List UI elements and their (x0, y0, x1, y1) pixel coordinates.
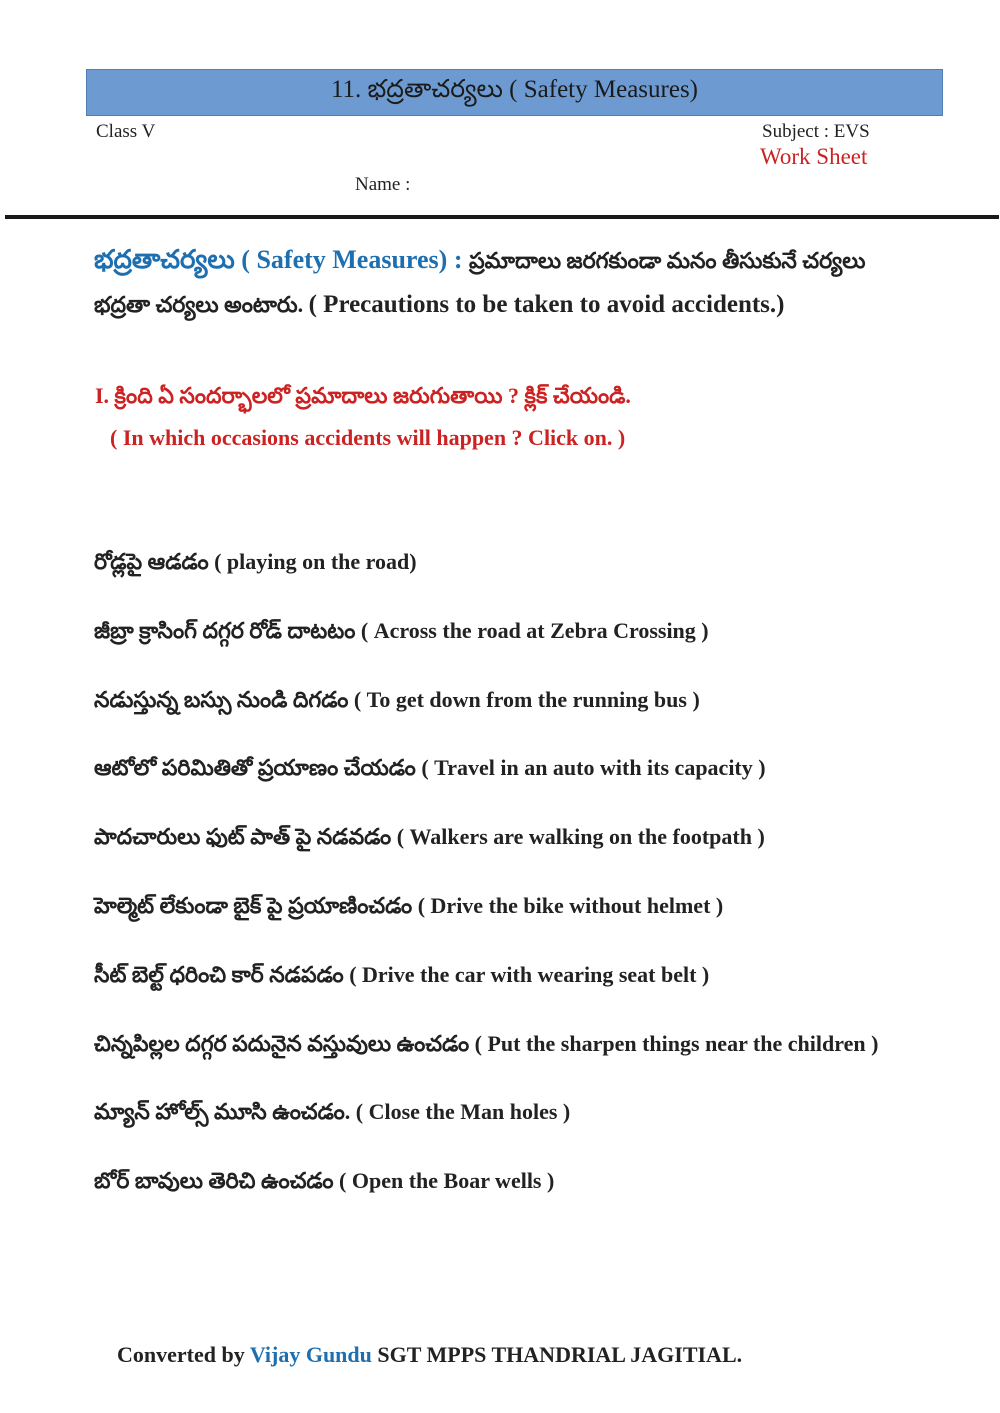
option-item[interactable]: చిన్నపిల్లల దగ్గర పదునైన వస్తువులు ఉంచడం ( Put the sharpen things near the children ) (94, 1030, 879, 1056)
title-bar (86, 69, 943, 116)
options-list (94, 545, 878, 1233)
intro-english: ( Precautions to be taken to avoid accidents.) (308, 291, 785, 318)
intro-term: భద్రతాచర్యలు ( Safety Measures) (94, 245, 448, 274)
option-item[interactable]: జీబ్రా క్రాసింగ్ దగ్గర రోడ్ దాటటం ( Across the road at Zebra Crossing ) (94, 617, 709, 643)
worksheet-label: Work Sheet (760, 144, 868, 169)
option-item[interactable]: ఆటోలో పరిమితితో ప్రయాణం చేయడం ( Travel in an auto with its capacity ) (94, 755, 766, 781)
option-item[interactable]: నడుస్తున్న బస్సు నుండి దిగడం ( To get down from the running bus ) (94, 686, 700, 712)
footer-author: Vijay Gundu (249, 1342, 372, 1367)
option-item[interactable]: హెల్మెట్ లేకుండా బైక్ పై ప్రయాణించడం ( Drive the bike without helmet ) (94, 892, 724, 918)
question-english: ( In which occasions accidents will happen ? Click on. ) (110, 425, 626, 450)
option-item[interactable]: పాదచారులు ఫుట్ పాత్ పై నడవడం ( Walkers are walking on the footpath ) (94, 824, 765, 850)
option-item[interactable]: మ్యాన్ హోల్స్ మూసి ఉంచడం. ( Close the Man holes ) (94, 1099, 571, 1125)
option-item[interactable]: రోడ్లపై ఆడడం ( playing on the road) (94, 549, 417, 574)
intro-paragraph (94, 238, 924, 327)
class-label: Class V (96, 121, 156, 142)
subject-label: Subject : EVS (762, 121, 870, 142)
option-item[interactable]: బోర్ బావులు తెరిచి ఉంచడం ( Open the Boar wells ) (94, 1168, 555, 1194)
header-divider (5, 215, 999, 219)
intro-definition: ప్రమాదాలు జరగకుండా మనం తీసుకునే చర్యలు భద్రతా చర్యలు అంటారు. (94, 248, 866, 317)
question-telugu: I. క్రింది ఏ సందర్భాలలో ప్రమాదాలు జరుగుతాయి ? క్లిక్ చేయండి. (95, 383, 631, 408)
footer-prefix: Converted by (117, 1342, 250, 1367)
footer-suffix: SGT MPPS THANDRIAL JAGITIAL. (371, 1342, 743, 1367)
footer-credit (117, 1342, 742, 1368)
intro-separator: : (447, 245, 469, 274)
name-label: Name : (355, 174, 411, 195)
worksheet-title: 11. భద్రతాచర్యలు ( Safety Measures) (330, 75, 699, 103)
option-item[interactable]: సీట్ బెల్ట్ ధరించి కార్ నడపడం ( Drive the car with wearing seat belt ) (94, 961, 710, 987)
